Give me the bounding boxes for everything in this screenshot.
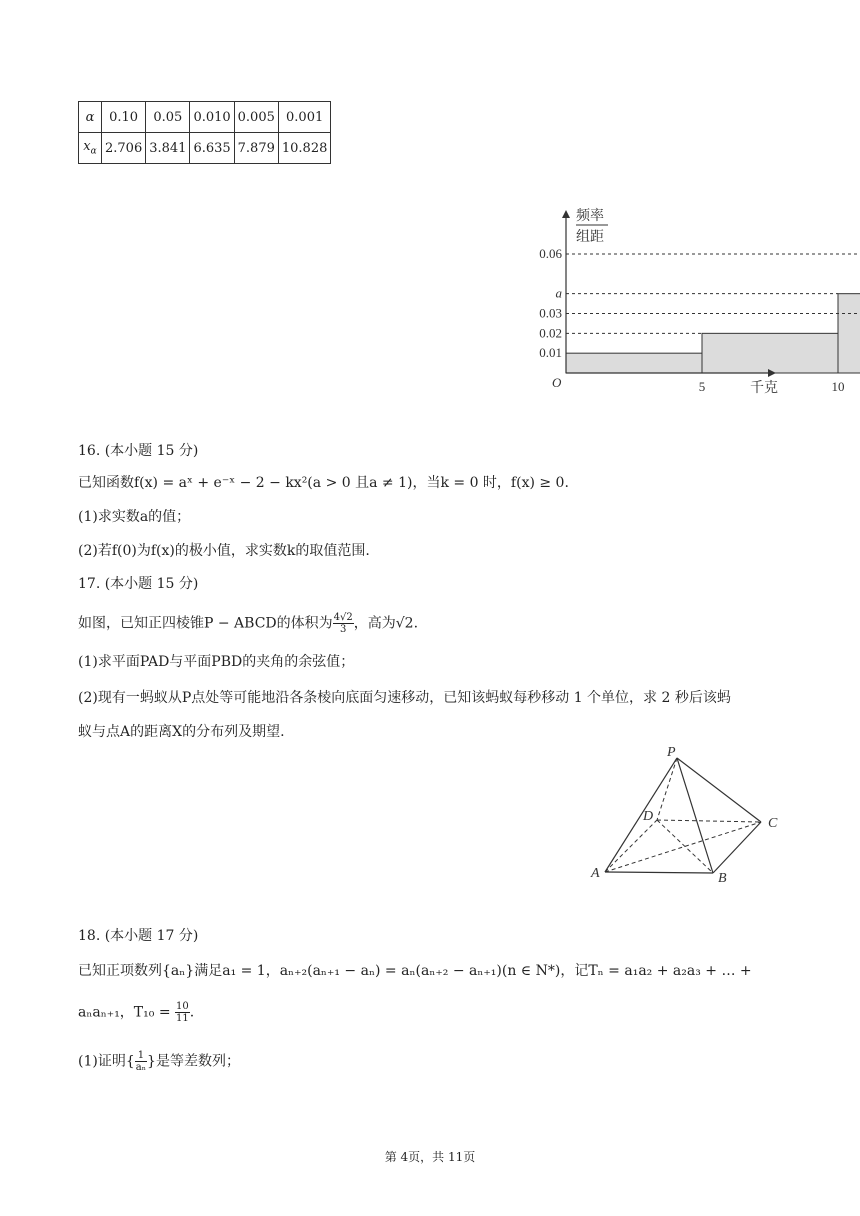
table-cell: 3.841 (146, 133, 190, 164)
vertex-d-label: D (643, 809, 654, 824)
q18-title: 18. (本小题 17 分) (78, 928, 199, 944)
table-row (79, 102, 331, 133)
reciprocal-fraction: $\frac{1}{\text{aₙ}}$ (135, 1050, 147, 1073)
histogram-chart (530, 200, 845, 405)
y-tick-label: 0.06 (539, 246, 562, 262)
q16-title: 16. (本小题 15 分) (78, 443, 199, 459)
q16-part1: (1)求实数a的值； (78, 509, 191, 525)
y-tick-label: 0.02 (539, 325, 562, 341)
y-axis-label-bottom: 组距 (576, 230, 604, 245)
table-cell: 0.10 (102, 102, 146, 133)
q18-stem-line1: 已知正项数列{aₙ}满足a₁ = 1，aₙ₊₂(aₙ₊₁ − aₙ) = aₙ(aₙ₊₂ − aₙ₊₁)(n ∈ N*)，记Tₙ = a₁a₂ + a₂a₃ + … + (78, 963, 752, 979)
vertex-b-label: B (718, 871, 727, 886)
q18-stem-text: aₙaₙ₊₁，T₁₀ = (78, 1004, 176, 1021)
histogram-bar (838, 294, 860, 373)
q18-part1 (78, 1050, 240, 1073)
q17-part2-line1: (2)现有一蚂蚁从P点处等可能地沿各条棱向底面匀速移动，已知该蚂蚁每秒移动 1 个单位，求 2 秒后该蚂 (78, 690, 731, 706)
table-cell: 0.001 (278, 102, 331, 133)
y-tick-label: a (555, 285, 562, 301)
y-axis-label-top: 频率 (576, 209, 604, 224)
table-cell: 0.005 (234, 102, 278, 133)
table-header-cell: $x_\alpha$ (79, 133, 102, 164)
q18-part1-text: }是等差数列； (147, 1053, 240, 1070)
vertex-c-label: C (768, 816, 778, 831)
y-tick-label: 0.03 (539, 305, 562, 321)
histogram-bar (702, 333, 838, 373)
vertex-p-label: P (667, 745, 676, 760)
table-header-cell: α (79, 102, 102, 133)
table-row (79, 133, 331, 164)
q18-stem-line2 (78, 1001, 194, 1024)
q17-part1: (1)求平面PAD与平面PBD的夹角的余弦值； (78, 654, 355, 670)
q17-stem-text: 如图，已知正四棱锥P − ABCD的体积为 (78, 615, 333, 632)
q17-stem-text: ，高为√2. (353, 615, 419, 632)
t10-fraction: $\frac{10}{11}$ (176, 1001, 189, 1024)
histogram-bar (566, 353, 702, 373)
volume-fraction: $\frac{4√2}{3}$ (333, 612, 353, 635)
table-cell: 0.010 (190, 102, 234, 133)
q18-stem-text: . (189, 1004, 195, 1021)
x-tick-label: 5 (698, 379, 706, 394)
origin-label: O (552, 375, 562, 390)
q17-part2-line2: 蚁与点A的距离X的分布列及期望. (78, 724, 285, 740)
q17-stem (78, 612, 418, 635)
y-tick-label: 0.01 (539, 345, 562, 361)
critical-value-table (78, 101, 331, 164)
table-cell: 7.879 (234, 133, 278, 164)
q16-stem: 已知函数f(x) = aˣ + e⁻ˣ − 2 − kx²(a > 0 且a ≠ 1)，当k = 0 时，f(x) ≥ 0. (78, 475, 569, 491)
table-cell: 10.828 (278, 133, 331, 164)
x-tick-label: 10 (831, 379, 845, 394)
q16-part2: (2)若f(0)为f(x)的极小值，求实数k的取值范围. (78, 543, 370, 559)
q18-part1-text: (1)证明{ (78, 1053, 135, 1070)
table-cell: 0.05 (146, 102, 190, 133)
page-footer: 第 4页，共 11页 (384, 1150, 476, 1164)
table-cell: 2.706 (102, 133, 146, 164)
pyramid-figure (585, 740, 795, 885)
vertex-a-label: A (591, 866, 600, 881)
q17-title: 17. (本小题 15 分) (78, 576, 199, 592)
x-axis-label: 千克 (750, 381, 778, 396)
table-cell: 6.635 (190, 133, 234, 164)
